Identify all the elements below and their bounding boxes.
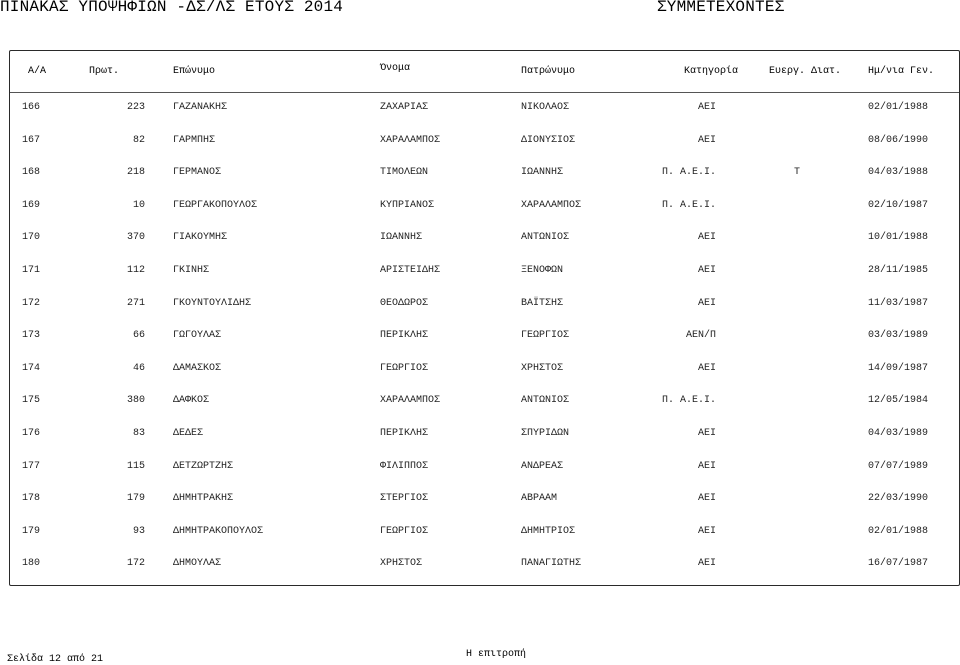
cell-name: ΠΕΡΙΚΛΗΣ	[380, 330, 429, 342]
cell-surname: ΔΗΜΗΤΡΑΚΟΠΟΥΛΟΣ	[173, 525, 264, 537]
cell-protocol: 66	[132, 330, 145, 342]
cell-category: Π. Α.Ε.Ι.	[661, 199, 716, 211]
cell-category: ΑΕΙ	[697, 362, 716, 374]
cell-name: ΙΩΑΝΝΗΣ	[380, 232, 423, 244]
table-row	[10, 158, 959, 190]
col-header-protocol: Πρωτ.	[89, 66, 120, 77]
cell-birthdate: 02/01/1988	[867, 102, 928, 113]
cell-protocol: 370	[126, 232, 145, 244]
cell-surname: ΓΕΩΡΓΑΚΟΠΟΥΛΟΣ	[173, 199, 258, 211]
cell-patronymic: ΓΕΩΡΓΙΟΣ	[521, 330, 570, 342]
cell-birthdate: 02/10/1987	[867, 199, 928, 211]
cell-aa: 172	[21, 297, 40, 309]
cell-category: ΑΕΙ	[697, 493, 716, 505]
table-header	[10, 51, 959, 92]
cell-surname: ΓΑΡΜΠΗΣ	[173, 134, 216, 146]
cell-aa: 170	[21, 232, 40, 244]
table-row	[10, 549, 959, 581]
cell-benefit: Τ	[793, 167, 800, 179]
cell-aa: 179	[21, 525, 40, 537]
cell-patronymic: ΝΙΚΟΛΑΟΣ	[521, 102, 570, 113]
cell-birthdate: 04/03/1989	[867, 428, 928, 439]
cell-patronymic: ΒΑΪΤΣΗΣ	[521, 297, 564, 309]
status-heading: ΣΥΜΜΕΤΕΧΟΝΤΕΣ	[657, 0, 785, 16]
cell-category: ΑΕΙ	[697, 134, 716, 146]
cell-birthdate: 28/11/1985	[867, 265, 928, 276]
cell-name: ΤΙΜΟΛΕΩΝ	[380, 167, 429, 179]
cell-protocol: 93	[132, 525, 145, 537]
cell-category: ΑΕΙ	[697, 232, 716, 244]
cell-birthdate: 03/03/1989	[867, 330, 928, 342]
cell-protocol: 115	[126, 460, 145, 472]
cell-surname: ΔΑΦΚΟΣ	[173, 395, 210, 407]
table-row	[10, 93, 959, 125]
cell-protocol: 10	[132, 199, 145, 211]
cell-category: ΑΕΙ	[697, 428, 716, 439]
cell-name: ΠΕΡΙΚΛΗΣ	[380, 428, 429, 439]
cell-name: ΓΕΩΡΓΙΟΣ	[380, 362, 429, 374]
table-row	[10, 256, 959, 288]
cell-surname: ΓΑΖΑΝΑΚΗΣ	[173, 102, 228, 113]
col-header-aa: Α/Α	[28, 66, 47, 77]
cell-birthdate: 07/07/1989	[867, 460, 928, 472]
table-row	[10, 289, 959, 321]
cell-birthdate: 10/01/1988	[867, 232, 928, 244]
table-row	[10, 354, 959, 386]
cell-category: Π. Α.Ε.Ι.	[661, 395, 716, 407]
cell-name: ΧΡΗΣΤΟΣ	[380, 558, 423, 570]
col-header-category: Κατηγορία	[684, 66, 739, 77]
cell-name: ΑΡΙΣΤΕΙΔΗΣ	[380, 265, 441, 276]
cell-surname: ΓΚΙΝΗΣ	[173, 265, 210, 276]
cell-birthdate: 16/07/1987	[867, 558, 928, 570]
col-header-name: Όνομα	[380, 63, 411, 74]
cell-protocol: 223	[126, 102, 145, 113]
cell-birthdate: 04/03/1988	[867, 167, 928, 179]
table-row	[10, 484, 959, 516]
cell-patronymic: ΠΑΝΑΓΙΩΤΗΣ	[521, 558, 582, 570]
page-counter: Σελίδα 12 από 21	[7, 654, 104, 665]
cell-protocol: 83	[132, 428, 145, 439]
cell-category: ΑΕΙ	[697, 558, 716, 570]
col-header-birthdate: Ημ/νια Γεν.	[868, 66, 935, 77]
cell-patronymic: ΧΡΗΣΤΟΣ	[521, 362, 564, 374]
cell-patronymic: ΔΙΟΝΥΣΙΟΣ	[521, 134, 576, 146]
cell-surname: ΓΙΑΚΟΥΜΗΣ	[173, 232, 228, 244]
cell-patronymic: ΙΩΑΝΝΗΣ	[521, 167, 564, 179]
cell-category: ΑΕΙ	[697, 297, 716, 309]
cell-protocol: 380	[126, 395, 145, 407]
cell-name: ΦΙΛΙΠΠΟΣ	[380, 460, 429, 472]
cell-birthdate: 08/06/1990	[867, 134, 928, 146]
cell-name: ΧΑΡΑΛΑΜΠΟΣ	[380, 395, 441, 407]
candidates-table	[9, 50, 960, 586]
col-header-patronymic: Πατρώνυμο	[521, 66, 576, 77]
cell-surname: ΔΗΜΟΥΛΑΣ	[173, 558, 222, 570]
cell-surname: ΓΚΟΥΝΤΟΥΛΙΔΗΣ	[173, 297, 252, 309]
cell-category: ΑΕΙ	[697, 102, 716, 113]
cell-protocol: 46	[132, 362, 145, 374]
cell-name: ΓΕΩΡΓΙΟΣ	[380, 525, 429, 537]
cell-aa: 178	[21, 493, 40, 505]
table-row	[10, 321, 959, 353]
cell-aa: 168	[21, 167, 40, 179]
cell-birthdate: 11/03/1987	[867, 297, 928, 309]
page-title: ΠΙΝΑΚΑΣ ΥΠΟΨΗΦΙΩΝ -ΔΣ/ΛΣ ΕΤΟΥΣ 2014	[0, 0, 344, 16]
cell-birthdate: 02/01/1988	[867, 525, 928, 537]
cell-aa: 169	[21, 199, 40, 211]
cell-name: ΧΑΡΑΛΑΜΠΟΣ	[380, 134, 441, 146]
cell-aa: 171	[21, 265, 40, 276]
cell-category: ΑΕΙ	[697, 460, 716, 472]
cell-protocol: 218	[126, 167, 145, 179]
cell-protocol: 179	[126, 493, 145, 505]
cell-surname: ΓΕΡΜΑΝΟΣ	[173, 167, 222, 179]
cell-surname: ΓΩΓΟΥΛΑΣ	[173, 330, 222, 342]
cell-protocol: 271	[126, 297, 145, 309]
cell-patronymic: ΞΕΝΟΦΩΝ	[521, 265, 564, 276]
cell-patronymic: ΑΝΤΩΝΙΟΣ	[521, 232, 570, 244]
cell-aa: 174	[21, 362, 40, 374]
cell-aa: 176	[21, 428, 40, 439]
cell-aa: 166	[21, 102, 40, 113]
cell-surname: ΔΗΜΗΤΡΑΚΗΣ	[173, 493, 234, 505]
cell-patronymic: ΑΝΤΩΝΙΟΣ	[521, 395, 570, 407]
cell-surname: ΔΑΜΑΣΚΟΣ	[173, 362, 222, 374]
cell-category: ΑΕΙ	[697, 265, 716, 276]
cell-birthdate: 22/03/1990	[867, 493, 928, 505]
cell-surname: ΔΕΔΕΣ	[173, 428, 204, 439]
cell-aa: 175	[21, 395, 40, 407]
cell-birthdate: 14/09/1987	[867, 362, 928, 374]
table-row	[10, 126, 959, 158]
cell-protocol: 172	[126, 558, 145, 570]
cell-name: ΣΤΕΡΓΙΟΣ	[380, 493, 429, 505]
cell-category: ΑΕΙ	[697, 525, 716, 537]
col-header-surname: Επώνυμο	[173, 66, 216, 77]
committee-label: Η επιτροπή	[466, 649, 527, 660]
cell-patronymic: ΧΑΡΑΛΑΜΠΟΣ	[521, 199, 582, 211]
table-row	[10, 223, 959, 255]
table-row	[10, 419, 959, 451]
cell-name: ΖΑΧΑΡΙΑΣ	[380, 102, 429, 113]
cell-patronymic: ΔΗΜΗΤΡΙΟΣ	[521, 525, 576, 537]
cell-surname: ΔΕΤΖΩΡΤΖΗΣ	[173, 460, 234, 472]
table-row	[10, 452, 959, 484]
cell-aa: 167	[21, 134, 40, 146]
cell-name: ΘΕΟΔΩΡΟΣ	[380, 297, 429, 309]
cell-aa: 173	[21, 330, 40, 342]
cell-patronymic: ΑΝΔΡΕΑΣ	[521, 460, 564, 472]
col-header-benefit: Ευεργ. Διατ.	[769, 66, 842, 77]
table-row	[10, 517, 959, 549]
cell-protocol: 112	[126, 265, 145, 276]
cell-name: ΚΥΠΡΙΑΝΟΣ	[380, 199, 435, 211]
table-row	[10, 191, 959, 223]
table-row	[10, 386, 959, 418]
cell-patronymic: ΑΒΡΑΑΜ	[521, 493, 558, 505]
cell-aa: 177	[21, 460, 40, 472]
cell-protocol: 82	[132, 134, 145, 146]
cell-category: ΑΕΝ/Π	[685, 330, 716, 342]
cell-aa: 180	[21, 558, 40, 570]
cell-birthdate: 12/05/1984	[867, 395, 928, 407]
cell-category: Π. Α.Ε.Ι.	[661, 167, 716, 179]
cell-patronymic: ΣΠΥΡΙΔΩΝ	[521, 428, 570, 439]
